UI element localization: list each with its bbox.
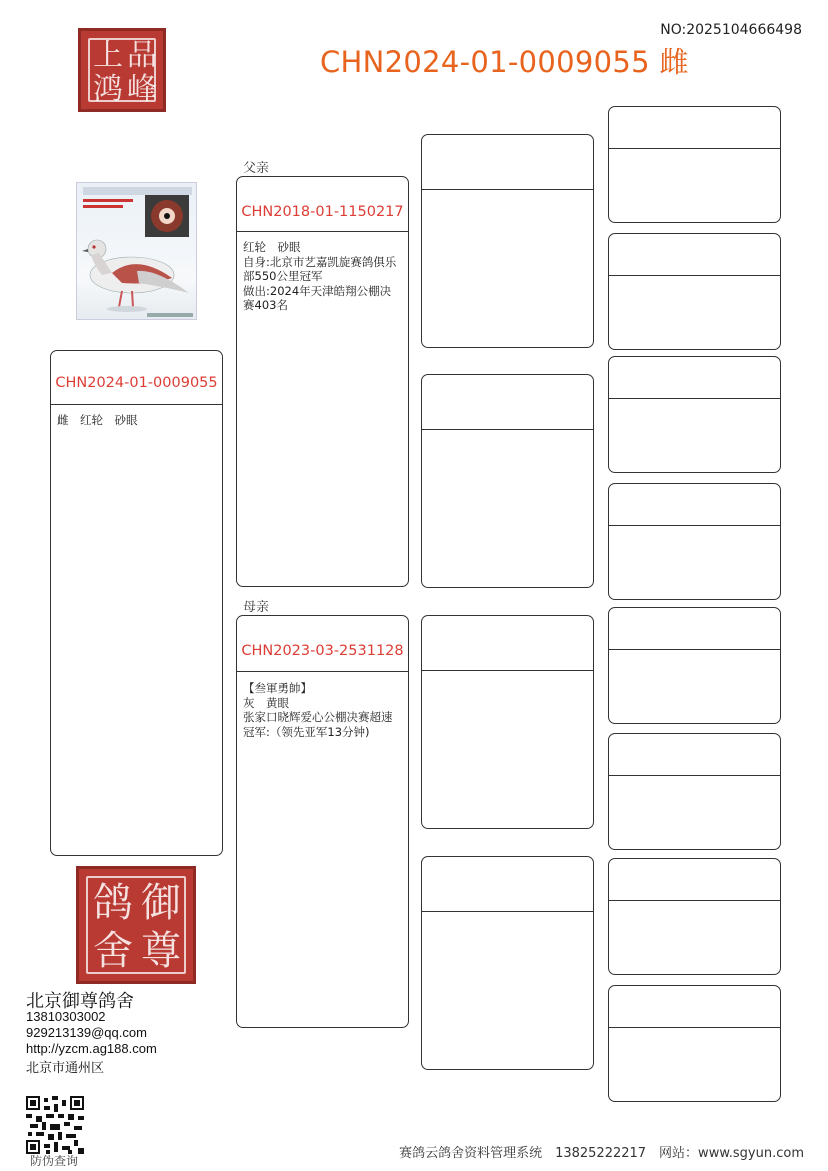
great-grandparent-card [608,985,781,1102]
loft-name: 北京御尊鸽舍 [26,991,134,1011]
grandparent-card [421,134,594,348]
dam-label: 母亲 [243,600,270,615]
great-grandparent-card [608,858,781,975]
qr-code-icon [26,1096,84,1154]
seal-char: 尊 [141,928,181,974]
great-grandparent-card [608,733,781,850]
great-grandparent-card [608,106,781,223]
dam-info: 【叁軍勇帥】 灰 黄眼 张家口晓辉爱心公棚决赛超速冠军:（领先亚军13分钟) [243,681,393,739]
grandparent-card [421,856,594,1070]
great-grandparent-card [608,233,781,350]
subject-ring-number: CHN2024-01-0009055 [55,375,218,391]
seal-char: 鸿 [93,72,123,107]
great-grandparent-card [608,356,781,473]
bottom-seal-stamp [76,866,196,984]
grandparent-card [421,374,594,588]
contact-phone: 13810303002 [26,1009,106,1024]
subject-card-header [51,351,222,405]
page-title: CHN2024-01-0009055 雌 [320,45,689,79]
great-grandparent-card [608,483,781,600]
grandparent-card [421,615,594,829]
footer-system-info: 赛鸽云鸽舍资料管理系统 13825222217 网站：www.sgyun.com [399,1146,804,1161]
seal-char: 御 [141,880,181,926]
pigeon-photo [76,182,197,320]
subject-card [50,350,223,856]
contact-website: http://yzcm.ag188.com [26,1041,157,1056]
contact-email: 929213139@qq.com [26,1025,147,1040]
sire-card [236,176,409,587]
great-grandparent-card [608,607,781,724]
seal-char: 品 [127,38,157,73]
dam-card-header [237,616,408,672]
sire-info: 红轮 砂眼 自身:北京市艺嘉凯旋赛鸽俱乐部550公里冠军 做出:2024年天津皓翔公棚决赛403名 [243,240,397,312]
document-number: NO:2025104666498 [660,22,802,38]
sire-card-header [237,177,408,232]
seal-char: 鸽 [93,880,133,926]
seal-char: 舍 [93,928,133,974]
contact-address: 北京市通州区 [26,1060,105,1075]
pigeon-illustration [77,183,197,320]
dam-ring-number: CHN2023-03-2531128 [241,643,404,659]
sire-ring-number: CHN2018-01-1150217 [241,204,404,220]
dam-card [236,615,409,1028]
subject-info: 雌 红轮 砂眼 [57,413,138,427]
top-seal-stamp [78,28,166,112]
seal-char: 上 [93,38,123,73]
qr-caption: 防伪查询 [30,1154,79,1168]
sire-label: 父亲 [243,161,270,176]
seal-char: 峰 [127,72,157,107]
